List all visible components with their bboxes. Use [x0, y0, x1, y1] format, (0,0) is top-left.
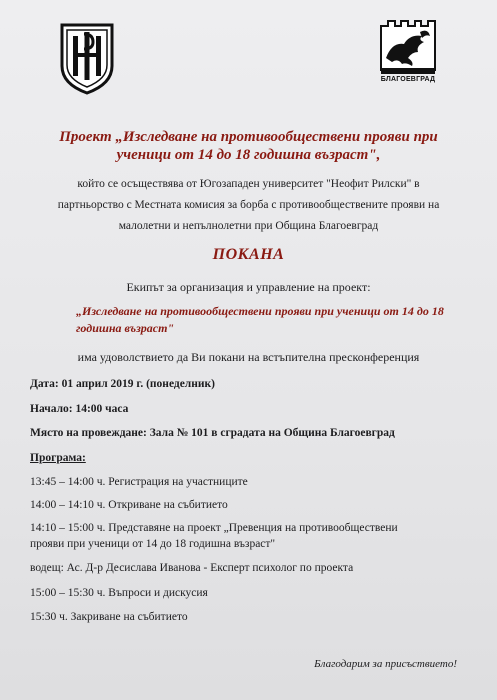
program-item: 15:00 – 15:30 ч. Въпроси и дискусия: [30, 587, 208, 599]
invitation-heading: ПОКАНА: [212, 246, 285, 263]
program-item: 14:00 – 14:10 ч. Откриване на събитието: [30, 499, 228, 511]
program-item: 14:10 – 15:00 ч. Представяне на проект „Превенция на противообществени: [30, 522, 398, 534]
intro-line: партньорство с Местната комисия за борба с противообществените прояви на: [57, 199, 440, 211]
program-item: прояви при ученици от 14 до 18 годишна възраст": [30, 538, 276, 550]
project-name-line: годишна възраст": [76, 321, 175, 335]
program-item: водещ: Ас. Д-р Десислава Иванова - Експерт психолог по проекта: [30, 562, 354, 574]
event-venue: Място на провеждане: Зала № 101 в сградата на Община Благоевград: [30, 427, 395, 439]
project-title-line: Проект „Изследване на противообществени прояви при: [59, 129, 438, 145]
event-start: Начало: 14:00 часа: [30, 403, 129, 415]
team-line: Екипът за организация и управление на проект:: [126, 280, 371, 294]
thanks-line: Благодарим за присъствието!: [314, 658, 457, 670]
project-name-line: „Изследване на противообществени прояви при ученици от 14 до 18: [76, 304, 444, 318]
project-title: [30, 128, 467, 164]
project-title-line: ученици от 14 до 18 годишна възраст",: [116, 147, 381, 163]
coat-of-arms-caption: БЛАГОЕВГРАД: [380, 76, 436, 83]
invitation-line: има удоволствието да Ви покани на встъпителна пресконференция: [77, 350, 420, 364]
intro-line: малолетни и непълнолетни при Община Благоевград: [118, 220, 379, 232]
program-item: 13:45 – 14:00 ч. Регистрация на участниците: [30, 476, 248, 488]
project-name: [76, 303, 457, 337]
intro-paragraph: [40, 174, 457, 237]
event-date: Дата: 01 април 2019 г. (понеделник): [30, 378, 215, 390]
intro-line: който се осъществява от Югозападен университет "Неофит Рилски" в: [77, 178, 420, 190]
program-item: 15:30 ч. Закриване на събитието: [30, 611, 188, 623]
university-seal-icon: [58, 22, 116, 96]
program-label: Програма:: [30, 452, 86, 464]
